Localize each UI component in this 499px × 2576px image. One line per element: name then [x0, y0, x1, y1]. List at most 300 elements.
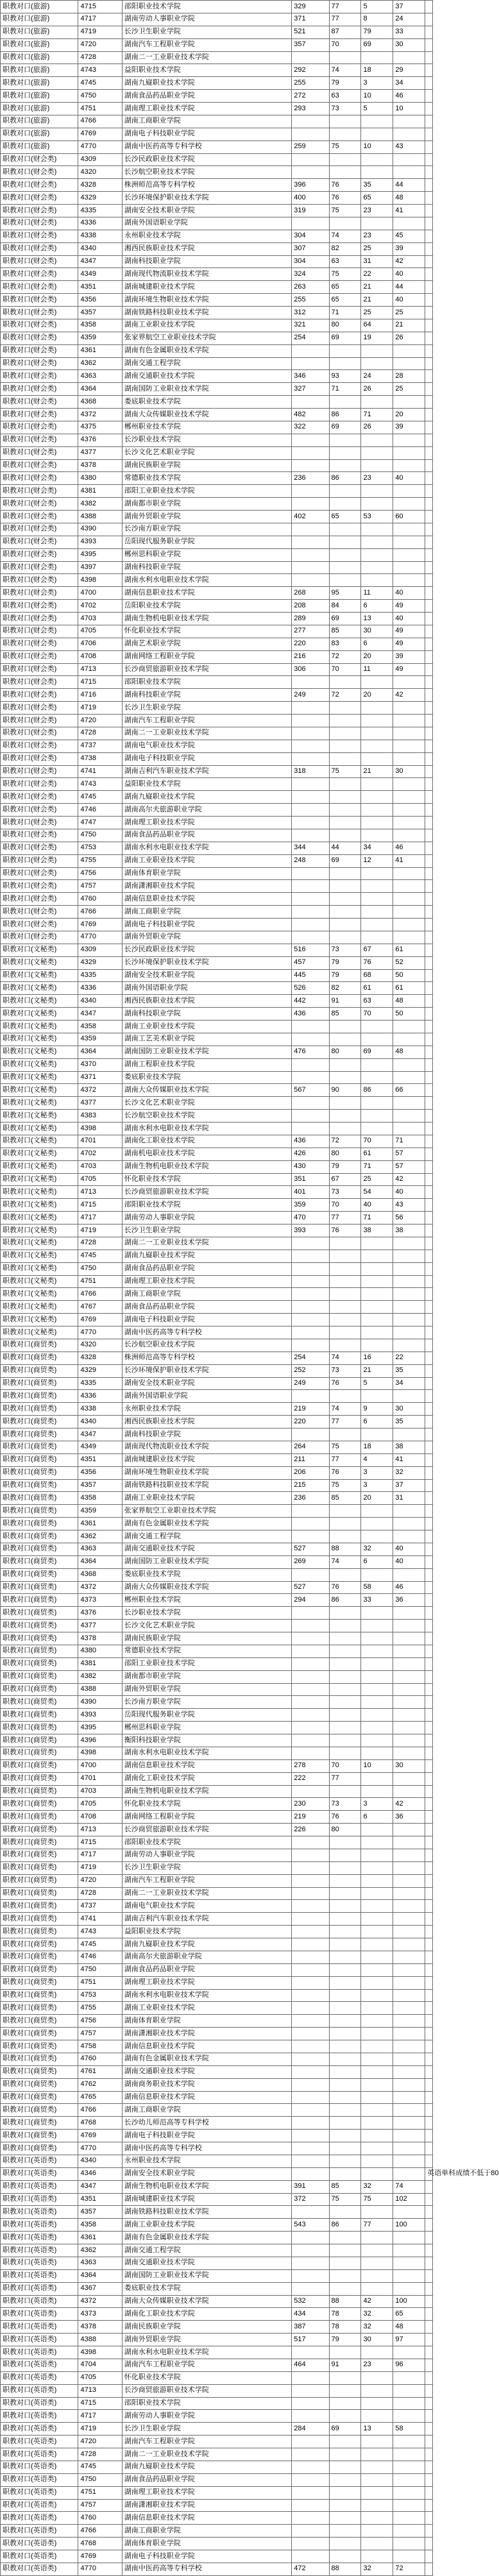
table-row	[1, 2167, 433, 2180]
subject-score-cell: 60	[393, 511, 425, 523]
min-score-cell: 259	[292, 140, 329, 153]
subject-score-cell: 42	[393, 1798, 425, 1811]
min-score-cell: 470	[292, 1212, 329, 1224]
note-cell	[425, 2486, 433, 2499]
subject-score-cell	[361, 1530, 393, 1543]
subject-score-cell	[361, 1913, 393, 1926]
subject-score-cell: 74	[329, 64, 361, 77]
category-cell: 职教对口(财会类)	[1, 906, 78, 919]
category-cell: 职教对口(财会类)	[1, 319, 78, 332]
min-score-cell: 220	[292, 638, 329, 650]
school-name-cell: 湖南水利水电职业技术学院	[122, 1123, 292, 1135]
note-cell	[425, 2550, 433, 2563]
school-name-cell: 湖南中医药高等专科学校	[122, 140, 292, 153]
school-name-cell: 湖南安全技术职业学院	[122, 205, 292, 217]
school-code-cell: 4720	[78, 38, 122, 51]
table-row	[1, 1620, 433, 1632]
min-score-cell: 263	[292, 281, 329, 294]
school-name-cell: 郴州职业技术学院	[122, 1594, 292, 1607]
category-cell: 职教对口(商贸类)	[1, 1963, 78, 1976]
min-score-cell	[292, 153, 329, 166]
school-name-cell: 湖南环境生物职业技术学院	[122, 294, 292, 307]
note-cell	[425, 1403, 433, 1416]
school-code-cell: 4769	[78, 919, 122, 931]
school-code-cell: 4340	[78, 2155, 122, 2167]
note-cell	[425, 1008, 433, 1021]
subject-score-cell	[361, 1926, 393, 1938]
subject-score-cell: 37	[393, 1, 425, 13]
school-code-cell: 4760	[78, 2053, 122, 2065]
subject-score-cell: 102	[393, 2193, 425, 2206]
table-row	[1, 51, 433, 64]
school-code-cell: 4713	[78, 1824, 122, 1836]
min-score-cell	[292, 485, 329, 498]
category-cell: 职教对口(商贸类)	[1, 1530, 78, 1543]
subject-score-cell	[361, 51, 393, 64]
subject-score-cell	[393, 1632, 425, 1645]
subject-score-cell: 39	[393, 650, 425, 663]
note-cell	[425, 1913, 433, 1926]
subject-score-cell	[361, 548, 393, 561]
subject-score-cell	[393, 2257, 425, 2269]
subject-score-cell: 82	[329, 982, 361, 995]
subject-score-cell	[361, 1288, 393, 1301]
note-cell	[425, 663, 433, 676]
table-row	[1, 548, 433, 561]
table-row	[1, 1632, 433, 1645]
subject-score-cell: 91	[329, 2359, 361, 2371]
school-code-cell: 4335	[78, 969, 122, 982]
subject-score-cell	[393, 396, 425, 409]
subject-score-cell: 46	[393, 90, 425, 103]
subject-score-cell	[393, 919, 425, 931]
category-cell: 职教对口(旅游)	[1, 140, 78, 153]
subject-score-cell: 95	[329, 587, 361, 600]
school-code-cell: 4743	[78, 64, 122, 77]
note-cell	[425, 1466, 433, 1479]
school-name-cell: 湖南大众传媒职业技术学院	[122, 2295, 292, 2308]
table-row	[1, 1453, 433, 1466]
min-score-cell	[292, 2436, 329, 2448]
subject-score-cell	[329, 2244, 361, 2257]
subject-score-cell	[393, 1275, 425, 1288]
subject-score-cell	[329, 2384, 361, 2397]
category-cell: 职教对口(商贸类)	[1, 1709, 78, 1722]
table-row	[1, 982, 433, 995]
school-code-cell: 4745	[78, 1250, 122, 1262]
table-row	[1, 1021, 433, 1033]
note-cell	[425, 2130, 433, 2142]
school-code-cell: 4388	[78, 1683, 122, 1696]
note-cell	[425, 1976, 433, 1989]
subject-score-cell	[393, 1033, 425, 1046]
min-score-cell	[292, 1314, 329, 1326]
note-cell	[425, 294, 433, 307]
subject-score-cell	[393, 1887, 425, 1900]
subject-score-cell	[329, 1620, 361, 1632]
category-cell: 职教对口(商贸类)	[1, 1339, 78, 1352]
min-score-cell	[292, 115, 329, 128]
school-code-cell: 4708	[78, 1811, 122, 1824]
subject-score-cell	[329, 791, 361, 804]
note-cell: 英语单科成绩不低于80	[425, 2167, 433, 2180]
min-score-cell	[292, 1518, 329, 1530]
school-name-cell: 湖南吉利汽车职业技术学院	[122, 1913, 292, 1926]
note-cell	[425, 26, 433, 38]
min-score-cell	[292, 1861, 329, 1874]
subject-score-cell	[361, 1976, 393, 1989]
min-score-cell	[292, 893, 329, 906]
min-score-cell	[292, 1938, 329, 1951]
subject-score-cell	[361, 1874, 393, 1887]
min-score-cell: 306	[292, 663, 329, 676]
min-score-cell	[292, 1097, 329, 1110]
school-name-cell: 湖南九嶷职业技术学院	[122, 2461, 292, 2473]
school-name-cell: 长沙文化艺术职业学院	[122, 446, 292, 459]
min-score-cell: 426	[292, 1148, 329, 1160]
school-name-cell: 湖南信息职业技术学院	[122, 2091, 292, 2104]
table-row	[1, 2269, 433, 2282]
subject-score-cell: 76	[329, 1377, 361, 1390]
school-code-cell: 4351	[78, 2193, 122, 2206]
category-cell: 职教对口(商贸类)	[1, 1926, 78, 1938]
min-score-cell: 351	[292, 1173, 329, 1186]
category-cell: 职教对口(财会类)	[1, 931, 78, 944]
min-score-cell	[292, 727, 329, 740]
school-code-cell: 4364	[78, 383, 122, 396]
subject-score-cell: 74	[329, 1352, 361, 1364]
subject-score-cell	[329, 574, 361, 587]
min-score-cell	[292, 1568, 329, 1581]
school-name-cell: 益阳职业技术学院	[122, 1926, 292, 1938]
category-cell: 职教对口(财会类)	[1, 574, 78, 587]
school-code-cell: 4368	[78, 1568, 122, 1581]
note-cell	[425, 1084, 433, 1097]
note-cell	[425, 2334, 433, 2346]
min-score-cell	[292, 1913, 329, 1926]
school-code-cell: 4377	[78, 446, 122, 459]
subject-score-cell: 49	[393, 663, 425, 676]
category-cell: 职教对口(商贸类)	[1, 1759, 78, 1772]
school-name-cell: 长沙卫生职业学院	[122, 702, 292, 715]
school-code-cell: 4335	[78, 1377, 122, 1390]
subject-score-cell	[329, 344, 361, 357]
subject-score-cell: 25	[361, 242, 393, 255]
table-row	[1, 1657, 433, 1670]
school-code-cell: 4363	[78, 2257, 122, 2269]
note-cell	[425, 2002, 433, 2015]
school-code-cell: 4737	[78, 1900, 122, 1913]
table-row	[1, 1084, 433, 1097]
table-row	[1, 1887, 433, 1900]
note-cell	[425, 2359, 433, 2371]
school-name-cell: 长沙卫生职业学院	[122, 2423, 292, 2436]
subject-score-cell	[393, 2244, 425, 2257]
note-cell	[425, 2346, 433, 2359]
category-cell: 职教对口(文秘类)	[1, 1135, 78, 1148]
school-name-cell: 娄底职业技术学院	[122, 1071, 292, 1084]
category-cell: 职教对口(商贸类)	[1, 2002, 78, 2015]
category-cell: 职教对口(财会类)	[1, 344, 78, 357]
min-score-cell	[292, 880, 329, 893]
subject-score-cell	[361, 2512, 393, 2525]
note-cell	[425, 1798, 433, 1811]
subject-score-cell	[361, 498, 393, 511]
school-name-cell: 株洲师范高等专科学校	[122, 1352, 292, 1364]
subject-score-cell	[361, 1518, 393, 1530]
note-cell	[425, 613, 433, 625]
subject-score-cell: 76	[329, 179, 361, 192]
school-code-cell: 4336	[78, 982, 122, 995]
school-name-cell: 湖南汽车工程职业学院	[122, 2436, 292, 2448]
school-code-cell: 4720	[78, 715, 122, 727]
category-cell: 职教对口(商贸类)	[1, 1849, 78, 1861]
subject-score-cell: 3	[361, 1479, 393, 1492]
category-cell: 职教对口(英语类)	[1, 2167, 78, 2180]
note-cell	[425, 2040, 433, 2053]
min-score-cell	[292, 715, 329, 727]
subject-score-cell	[393, 115, 425, 128]
subject-score-cell	[361, 1849, 393, 1861]
school-name-cell: 湖南科技职业学院	[122, 255, 292, 268]
note-cell	[425, 1543, 433, 1555]
subject-score-cell	[361, 1836, 393, 1849]
school-code-cell: 4715	[78, 2397, 122, 2410]
table-row	[1, 1861, 433, 1874]
note-cell	[425, 1071, 433, 1084]
subject-score-cell	[393, 1696, 425, 1709]
school-name-cell: 湖南电子科技职业学院	[122, 752, 292, 765]
category-cell: 职教对口(财会类)	[1, 357, 78, 370]
subject-score-cell: 64	[361, 319, 393, 332]
subject-score-cell: 79	[329, 77, 361, 90]
subject-score-cell	[329, 1110, 361, 1123]
school-code-cell: 4388	[78, 2334, 122, 2346]
category-cell: 职教对口(商贸类)	[1, 1734, 78, 1747]
min-score-cell: 236	[292, 472, 329, 485]
min-score-cell: 226	[292, 1824, 329, 1836]
category-cell: 职教对口(财会类)	[1, 727, 78, 740]
min-score-cell	[292, 217, 329, 230]
subject-score-cell	[329, 2065, 361, 2078]
table-row	[1, 1008, 433, 1021]
note-cell	[425, 1237, 433, 1250]
subject-score-cell: 40	[393, 1555, 425, 1568]
subject-score-cell: 29	[393, 64, 425, 77]
school-code-cell: 4356	[78, 1466, 122, 1479]
school-code-cell: 4719	[78, 26, 122, 38]
note-cell	[425, 307, 433, 319]
school-code-cell: 4706	[78, 638, 122, 650]
subject-score-cell	[361, 2346, 393, 2359]
min-score-cell	[292, 1734, 329, 1747]
school-code-cell: 4717	[78, 1212, 122, 1224]
subject-score-cell	[361, 2104, 393, 2117]
note-cell	[425, 740, 433, 752]
note-cell	[425, 944, 433, 956]
subject-score-cell	[329, 2206, 361, 2219]
subject-score-cell: 40	[393, 1186, 425, 1199]
category-cell: 职教对口(英语类)	[1, 2461, 78, 2473]
category-cell: 职教对口(商贸类)	[1, 1403, 78, 1416]
min-score-cell: 307	[292, 242, 329, 255]
note-cell	[425, 2461, 433, 2473]
school-code-cell: 4745	[78, 1938, 122, 1951]
category-cell: 职教对口(商贸类)	[1, 2015, 78, 2028]
min-score-cell: 527	[292, 1581, 329, 1594]
subject-score-cell: 70	[329, 663, 361, 676]
table-row	[1, 115, 433, 128]
subject-score-cell	[393, 1428, 425, 1441]
min-score-cell: 264	[292, 1441, 329, 1453]
subject-score-cell: 73	[329, 1186, 361, 1199]
category-cell: 职教对口(财会类)	[1, 281, 78, 294]
category-cell: 职教对口(商贸类)	[1, 1938, 78, 1951]
school-name-cell: 湖南有色金属职业技术学院	[122, 344, 292, 357]
subject-score-cell	[329, 153, 361, 166]
table-row	[1, 2538, 433, 2550]
note-cell	[425, 2436, 433, 2448]
note-cell	[425, 332, 433, 344]
school-code-cell: 4770	[78, 1326, 122, 1339]
table-row	[1, 434, 433, 446]
school-name-cell: 湖南科技职业学院	[122, 1008, 292, 1021]
category-cell: 职教对口(财会类)	[1, 421, 78, 434]
subject-score-cell: 61	[393, 944, 425, 956]
table-row	[1, 421, 433, 434]
category-cell: 职教对口(财会类)	[1, 498, 78, 511]
school-name-cell: 湖南都市职业学院	[122, 498, 292, 511]
min-score-cell	[292, 2015, 329, 2028]
note-cell	[425, 1097, 433, 1110]
subject-score-cell	[393, 2078, 425, 2091]
subject-score-cell	[329, 2538, 361, 2550]
subject-score-cell	[393, 1938, 425, 1951]
subject-score-cell: 77	[329, 1, 361, 13]
category-cell: 职教对口(财会类)	[1, 268, 78, 281]
min-score-cell	[292, 166, 329, 179]
subject-score-cell	[329, 1301, 361, 1314]
school-code-cell: 4381	[78, 485, 122, 498]
min-score-cell: 268	[292, 587, 329, 600]
school-code-cell: 4755	[78, 2002, 122, 2015]
category-cell: 职教对口(财会类)	[1, 536, 78, 548]
subject-score-cell	[361, 1110, 393, 1123]
category-cell: 职教对口(文秘类)	[1, 1148, 78, 1160]
table-row	[1, 1441, 433, 1453]
table-row	[1, 2473, 433, 2486]
table-row	[1, 2065, 433, 2078]
table-row	[1, 854, 433, 867]
subject-score-cell: 40	[393, 587, 425, 600]
category-cell: 职教对口(商贸类)	[1, 2065, 78, 2078]
min-score-cell: 324	[292, 268, 329, 281]
subject-score-cell	[329, 1428, 361, 1441]
subject-score-cell	[361, 1033, 393, 1046]
min-score-cell	[292, 2130, 329, 2142]
school-code-cell: 4336	[78, 1390, 122, 1403]
subject-score-cell	[361, 1314, 393, 1326]
school-name-cell: 湖南科技职业学院	[122, 1428, 292, 1441]
subject-score-cell	[329, 817, 361, 829]
subject-score-cell	[393, 2525, 425, 2538]
table-row	[1, 600, 433, 613]
subject-score-cell: 67	[361, 944, 393, 956]
note-cell	[425, 51, 433, 64]
category-cell: 职教对口(财会类)	[1, 638, 78, 650]
school-name-cell: 张家界航空工业职业技术学院	[122, 1505, 292, 1518]
min-score-cell	[292, 357, 329, 370]
subject-score-cell: 49	[393, 638, 425, 650]
school-code-cell: 4336	[78, 217, 122, 230]
subject-score-cell	[329, 1326, 361, 1339]
subject-score-cell	[329, 2078, 361, 2091]
min-score-cell	[292, 1900, 329, 1913]
category-cell: 职教对口(商贸类)	[1, 1416, 78, 1428]
subject-score-cell	[393, 1262, 425, 1275]
subject-score-cell	[329, 2232, 361, 2244]
school-code-cell: 4358	[78, 2219, 122, 2232]
school-name-cell: 湖南外国语职业学院	[122, 1390, 292, 1403]
subject-score-cell	[329, 561, 361, 574]
subject-score-cell	[393, 2053, 425, 2065]
note-cell	[425, 434, 433, 446]
category-cell: 职教对口(商贸类)	[1, 1861, 78, 1874]
school-code-cell: 4757	[78, 2499, 122, 2512]
table-row	[1, 1377, 433, 1390]
table-row	[1, 625, 433, 638]
school-code-cell: 4701	[78, 1135, 122, 1148]
min-score-cell	[292, 1785, 329, 1798]
school-code-cell: 4720	[78, 2436, 122, 2448]
min-score-cell: 464	[292, 2359, 329, 2371]
category-cell: 职教对口(商贸类)	[1, 1989, 78, 2002]
subject-score-cell: 10	[361, 90, 393, 103]
subject-score-cell	[329, 128, 361, 140]
subject-score-cell: 23	[361, 2359, 393, 2371]
note-cell	[425, 1709, 433, 1722]
subject-score-cell	[329, 727, 361, 740]
subject-score-cell: 76	[329, 1811, 361, 1824]
subject-score-cell	[361, 931, 393, 944]
table-row	[1, 38, 433, 51]
subject-score-cell: 80	[329, 1046, 361, 1058]
category-cell: 职教对口(商贸类)	[1, 2117, 78, 2130]
min-score-cell	[292, 1645, 329, 1657]
subject-score-cell	[329, 1339, 361, 1352]
table-row	[1, 383, 433, 396]
min-score-cell	[292, 2384, 329, 2397]
table-row	[1, 2117, 433, 2130]
school-name-cell: 湖南外贸职业学院	[122, 1683, 292, 1696]
subject-score-cell	[361, 1021, 393, 1033]
note-cell	[425, 1824, 433, 1836]
min-score-cell	[292, 2104, 329, 2117]
min-score-cell: 532	[292, 2295, 329, 2308]
min-score-cell	[292, 702, 329, 715]
subject-score-cell	[361, 1951, 393, 1963]
min-score-cell: 445	[292, 969, 329, 982]
min-score-cell	[292, 1874, 329, 1887]
school-code-cell: 4750	[78, 2473, 122, 2486]
category-cell: 职教对口(英语类)	[1, 2423, 78, 2436]
subject-score-cell	[361, 919, 393, 931]
note-cell	[425, 2371, 433, 2384]
school-name-cell: 长沙文化艺术职业学院	[122, 1097, 292, 1110]
subject-score-cell	[329, 1938, 361, 1951]
note-cell	[425, 1199, 433, 1212]
school-code-cell: 4728	[78, 51, 122, 64]
